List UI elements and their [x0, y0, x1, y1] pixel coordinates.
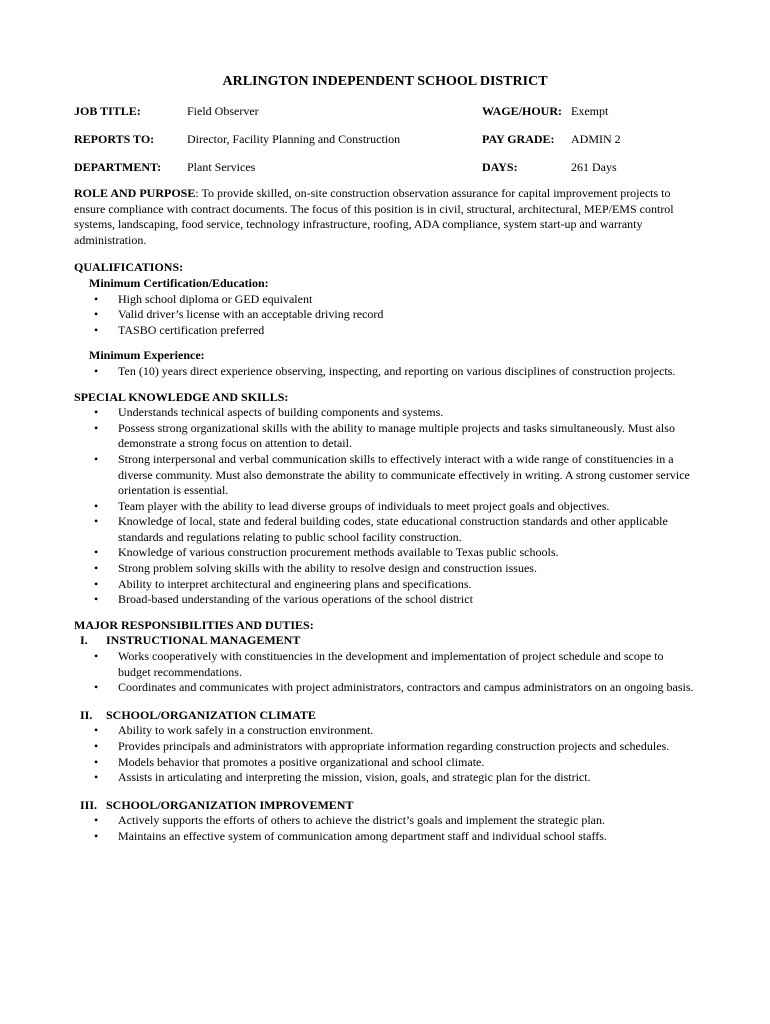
list-item: • TASBO certification preferred [74, 323, 698, 339]
list-item: • High school diploma or GED equivalent [74, 292, 698, 308]
role-and-purpose [74, 186, 698, 248]
list-item: • Works cooperatively with constituencies in the development and implementation of project schedule and scope to budget recommendations. [74, 649, 698, 680]
list-item: • Ability to interpret architectural and engineering plans and specifications. [74, 577, 698, 593]
organization-climate-list [74, 723, 698, 785]
job-title-value: Field Observer [187, 104, 259, 118]
responsibilities-heading: MAJOR RESPONSIBILITIES AND DUTIES: [74, 617, 314, 632]
section-numeral: III. [80, 797, 98, 812]
pay-grade-value: ADMIN 2 [571, 132, 621, 146]
skills-list [74, 405, 698, 608]
list-item: • Valid driver’s license with an acceptable driving record [74, 307, 698, 323]
department-value: Plant Services [187, 160, 256, 174]
pay-grade-label: PAY GRADE: [482, 132, 555, 146]
days-label: DAYS: [482, 160, 518, 174]
list-item: • Maintains an effective system of communication among department staff and individual school staffs. [74, 829, 698, 845]
list-item: • Knowledge of various construction procurement methods available to Texas public schools. [74, 545, 698, 561]
experience-heading: Minimum Experience: [89, 348, 205, 363]
section-heading-organization-climate [74, 708, 698, 724]
section-title: SCHOOL/ORGANIZATION CLIMATE [106, 707, 316, 722]
section-numeral: II. [80, 707, 93, 722]
list-item: • Possess strong organizational skills with the ability to manage multiple projects and tasks simultaneously. Must also demonstrate a strong focus on attention to detail. [74, 421, 698, 452]
document-body [74, 186, 698, 845]
organization-improvement-list [74, 813, 698, 844]
qualifications-heading: QUALIFICATIONS: [74, 260, 184, 275]
section-heading-instructional-management [74, 633, 698, 649]
list-item: • Coordinates and communicates with project administrators, contractors and campus administrators on an ongoing basis. [74, 680, 698, 696]
list-item: • Team player with the ability to lead diverse groups of individuals to meet project goals and objectives. [74, 499, 698, 515]
document-title: ARLINGTON INDEPENDENT SCHOOL DISTRICT [222, 74, 548, 89]
list-item: • Ability to work safely in a construction environment. [74, 723, 698, 739]
list-item: • Strong problem solving skills with the ability to resolve design and construction issues. [74, 561, 698, 577]
list-item: • Knowledge of local, state and federal building codes, state educational construction standards and other applicable standards and regulations relating to public school facility construction. [74, 514, 698, 545]
list-item: • Understands technical aspects of building components and systems. [74, 405, 698, 421]
reports-to-value: Director, Facility Planning and Construction [187, 132, 401, 146]
list-item: • Assists in articulating and interpreting the mission, vision, goals, and strategic plan for the district. [74, 770, 698, 786]
list-item: • Actively supports the efforts of others to achieve the district’s goals and implement the strategic plan. [74, 813, 698, 829]
section-title: INSTRUCTIONAL MANAGEMENT [106, 633, 301, 648]
reports-to-label: REPORTS TO: [74, 132, 155, 146]
department-label: DEPARTMENT: [74, 160, 162, 174]
list-item: • Provides principals and administrators with appropriate information regarding construction projects and schedules. [74, 739, 698, 755]
header-row-department [74, 160, 714, 176]
list-item: • Strong interpersonal and verbal communication skills to effectively interact with a wide range of constituencies in a diverse community. Must also demonstrate the ability to communicate effectively in writing. A strong customer service orientation is essential. [74, 452, 698, 499]
list-item: • Broad-based understanding of the various operations of the school district [74, 592, 698, 608]
certification-list [74, 292, 698, 339]
certification-heading: Minimum Certification/Education: [89, 275, 269, 290]
days-value: 261 Days [571, 160, 617, 174]
section-numeral: I. [80, 633, 88, 648]
skills-heading: SPECIAL KNOWLEDGE AND SKILLS: [74, 389, 289, 404]
instructional-management-list [74, 649, 698, 696]
section-title: SCHOOL/ORGANIZATION IMPROVEMENT [106, 797, 354, 812]
list-item: • Models behavior that promotes a positive organizational and school climate. [74, 755, 698, 771]
job-title-label: JOB TITLE: [74, 104, 141, 118]
list-item: • Ten (10) years direct experience observing, inspecting, and reporting on various disciplines of construction projects. [74, 364, 698, 380]
wage-hour-value: Exempt [571, 104, 609, 118]
section-heading-organization-improvement [74, 798, 698, 814]
header-row-job-title [74, 104, 714, 120]
experience-list [74, 364, 698, 380]
header-row-reports-to [74, 132, 714, 148]
role-label: ROLE AND PURPOSE [74, 186, 196, 200]
role-text: : To provide skilled, on-site construction observation assurance for capital improvement projects to ensure compliance with contract documents. The focus of this position is in civil, structural, architectural, MEP/EMS control systems, landscaping, food service, technology infrastructure, roofing, ADA compliance, system start-up and warranty administration. [74, 186, 674, 247]
wage-hour-label: WAGE/HOUR: [482, 104, 563, 118]
